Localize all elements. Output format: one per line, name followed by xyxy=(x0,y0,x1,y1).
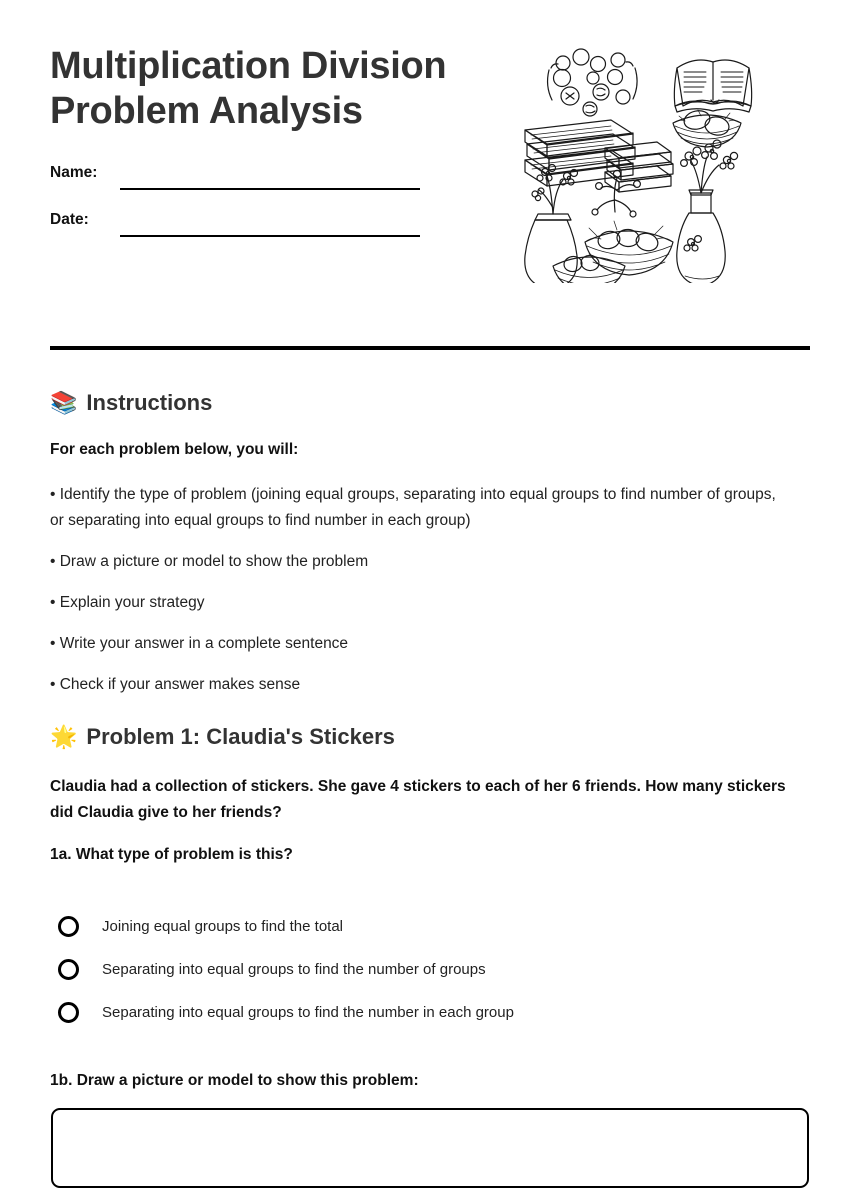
question-1b-label: 1b. Draw a picture or model to show this problem: xyxy=(50,1072,419,1089)
problem-1-heading-label: Problem 1: Claudia's Stickers xyxy=(86,724,395,749)
date-field-row xyxy=(50,211,480,241)
flower-vase-tall-icon xyxy=(677,140,738,283)
radio-button-1[interactable] xyxy=(58,916,79,937)
line-art-objects-illustration xyxy=(505,8,760,283)
date-field-label: Date: xyxy=(50,211,89,228)
name-field-label: Name: xyxy=(50,164,98,181)
option-row-3[interactable] xyxy=(58,991,798,1034)
flower-cluster-side xyxy=(684,236,701,251)
page-title: Multiplication Division Problem Analysis xyxy=(50,45,447,132)
list-item: • Draw a picture or model to show the problem xyxy=(50,553,369,570)
flower-vase-round-icon xyxy=(525,165,578,284)
radio-button-3[interactable] xyxy=(58,1002,79,1023)
instructions-heading xyxy=(50,390,212,416)
question-1a-label: 1a. What type of problem is this? xyxy=(50,846,293,863)
problem-1-statement: Claudia had a collection of stickers. She gave 4 stickers to each of her 6 friends. How many stickers did Claudia give to her friends? xyxy=(50,778,786,821)
option-label-1: Joining equal groups to find the total xyxy=(102,918,344,935)
option-row-2[interactable] xyxy=(58,948,798,991)
name-field-input-line[interactable] xyxy=(120,188,420,190)
date-field-input-line[interactable] xyxy=(120,235,420,237)
glowing-star-icon: 🌟 xyxy=(50,724,78,749)
instructions-heading-label: Instructions xyxy=(86,390,213,415)
radio-button-2[interactable] xyxy=(58,959,79,980)
instructions-bullet-list xyxy=(50,482,790,698)
open-book-icon xyxy=(674,60,751,112)
flower-sprig-icon xyxy=(592,170,640,217)
books-icon: 📚 xyxy=(50,390,78,415)
question-1a-options xyxy=(58,905,798,1034)
problem-1-heading xyxy=(50,724,395,750)
instructions-intro: For each problem below, you will: xyxy=(50,441,299,458)
coins-scattered-icon xyxy=(548,49,638,116)
list-item: • Write your answer in a complete sentence xyxy=(50,635,349,652)
list-item: • Check if your answer makes sense xyxy=(50,676,301,693)
flower-cluster-top xyxy=(681,140,738,169)
header-divider xyxy=(50,346,810,350)
list-item: • Explain your strategy xyxy=(50,594,205,611)
list-item: • Identify the type of problem (joining equal groups, separating into equal groups to find number of groups, or separating into equal groups to find number in each group) xyxy=(50,486,776,529)
drawing-answer-box[interactable] xyxy=(51,1108,809,1188)
nest-with-eggs-small-icon xyxy=(673,108,741,147)
option-label-2: Separating into equal groups to find the number of groups xyxy=(102,961,486,978)
name-field-row xyxy=(50,164,480,194)
option-row-1[interactable] xyxy=(58,905,798,948)
option-label-3: Separating into equal groups to find the number in each group xyxy=(102,1004,514,1021)
